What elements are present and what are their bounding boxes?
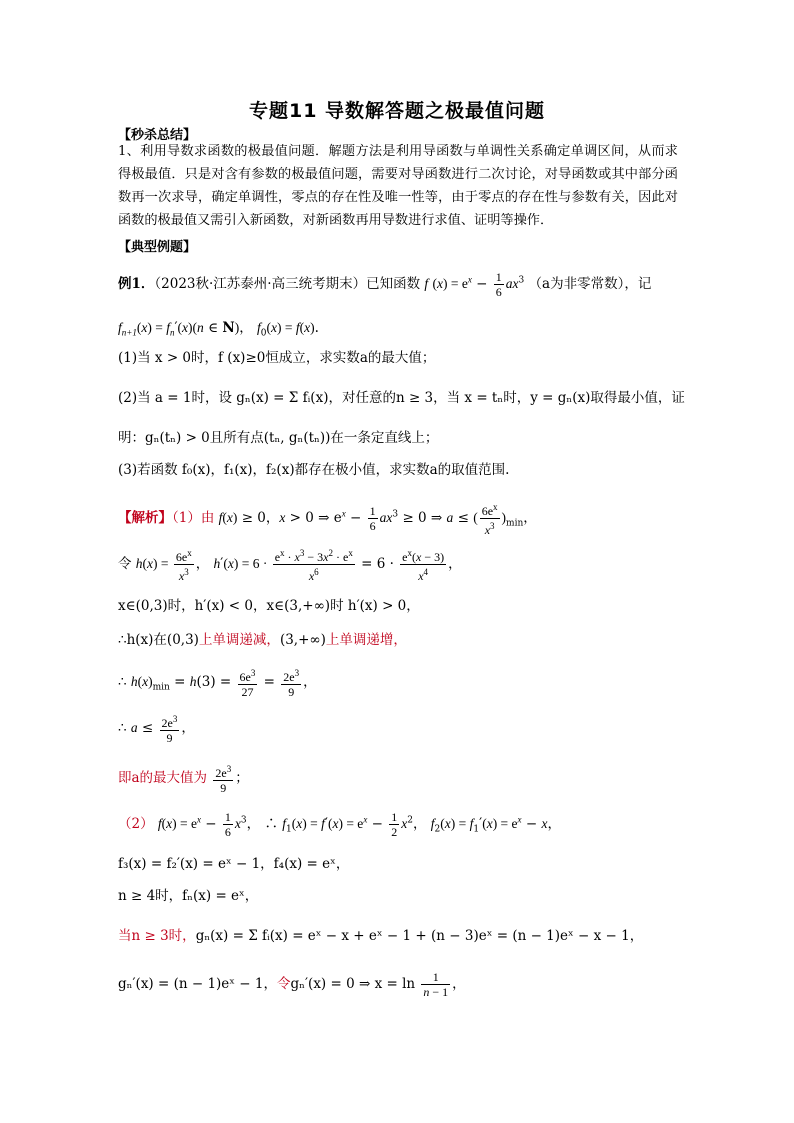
question-1: (1)当 x > 0时，f (x)≥0恒成立，求实数a的最大值； xyxy=(118,350,436,366)
page-title: 专题11 导数解答题之极最值问题 xyxy=(248,100,546,122)
solution-line-7: 即a的最大值为 $\frac{2e^3}{9}$ ； xyxy=(118,764,249,795)
question-2-line-2: 明：gₙ(tₙ) > 0且所有点(tₙ, gₙ(tₙ))在一条定直线上； xyxy=(118,430,439,446)
question-2-line-1: (2)当 a = 1时，设 gₙ(x) = Σ fᵢ(x)，对任意的n ≥ 3，当 x = tₙ时，y = gₙ(x)取得最小值，证 xyxy=(118,390,685,406)
example-1-statement: 例1．（2023秋·江苏泰州·高三统考期末）已知函数 f $(x) = e^x$ − $\frac{1}{6}$ $ax^3$ （a为非零常数），记 xyxy=(118,270,652,299)
solution-line-2: 令 h(x) = $\frac{6e^x}{x^3}$ ， h′(x) = 6 · $\frac{e^x \cdot x^3 - 3x^2 \cdot e^x}{x^6}$ = 6 · $\frac{e^x(x - 3)}{x^4}$ ， xyxy=(118,548,462,583)
example-source: （2023秋·江苏泰州·高三统考期末）已知函数 xyxy=(154,276,421,292)
example-1-definition: $f_{n+1}(x) = f_n'(x)(n$ ∈ N)， $f_0(x) = f(x)$. xyxy=(118,320,319,339)
solution-line-1: 【解析】（1）由 f(x) ≥ 0，x > 0 ⇒ $e^x$ − $\frac{1}{6}$ $ax^3 \ge 0$ ⇒ a ≤ ( $\frac{6e^x}{x^3}$ )$_{min}$， xyxy=(118,502,537,537)
solution-line-4: ∴h(x)在(0,3)上单调递减，(3,+∞)上单调递增， xyxy=(118,632,407,648)
solution-line-12: gₙ′(x) = (n − 1)eˣ − 1，令gₙ′(x) = 0 ⇒ x = ln $\frac{1}{n - 1}$ ， xyxy=(118,970,466,999)
solution-line-3: x∈(0,3)时，h′(x) < 0，x∈(3,+∞)时 h′(x) > 0， xyxy=(118,598,420,614)
solution-line-10: n ≥ 4时，fₙ(x) = eˣ， xyxy=(118,888,259,904)
example-note: （a为非零常数），记 xyxy=(528,276,652,292)
section-heading-summary: 【秒杀总结】 xyxy=(118,128,197,143)
solution-line-5: ∴ $h(x)_{min} = h(3)$ = $\frac{6e^3}{27}$ = $\frac{2e^3}{9}$ ， xyxy=(118,668,317,699)
solution-line-8: （2） $f(x) = e^x$ − $\frac{1}{6}$ $x^3$， ∴ $f_1(x) = f'(x) = e^x$ − $\frac{1}{2}$ $x^2$， $f_2(x) = f_1'(x) = e^x - x$， xyxy=(118,810,561,839)
solution-tag: 【解析】 xyxy=(118,510,172,526)
section-heading-examples: 【典型例题】 xyxy=(118,240,197,255)
summary-paragraph: 1、利用导数求函数的极最值问题．解题方法是利用导函数与单调性关系确定单调区间，从而求得极最值．只是对含有参数的极最值问题，需要对导函数进行二次讨论，对导函数或其中部分函数再一次求导，确定单调性，零点的存在性及唯一性等，由于零点的存在性与参数有关，因此对函数的极最值又需引入新函数，对新函数再用导数进行求值、证明等操作． xyxy=(118,144,678,228)
question-3: (3)若函数 f₀(x)，f₁(x)，f₂(x)都存在极小值，求实数a的取值范围. xyxy=(118,462,510,478)
solution-line-6: ∴ a ≤ $\frac{2e^3}{9}$ ， xyxy=(118,714,195,745)
solution-line-9: f₃(x) = f₂′(x) = eˣ − 1，f₄(x) = eˣ， xyxy=(118,856,350,872)
solution-line-11: 当n ≥ 3时，gₙ(x) = Σ fᵢ(x) = eˣ − x + eˣ − 1 + (n − 3)eˣ = (n − 1)eˣ − x − 1， xyxy=(118,928,644,944)
example-label: 例1． xyxy=(118,276,155,292)
